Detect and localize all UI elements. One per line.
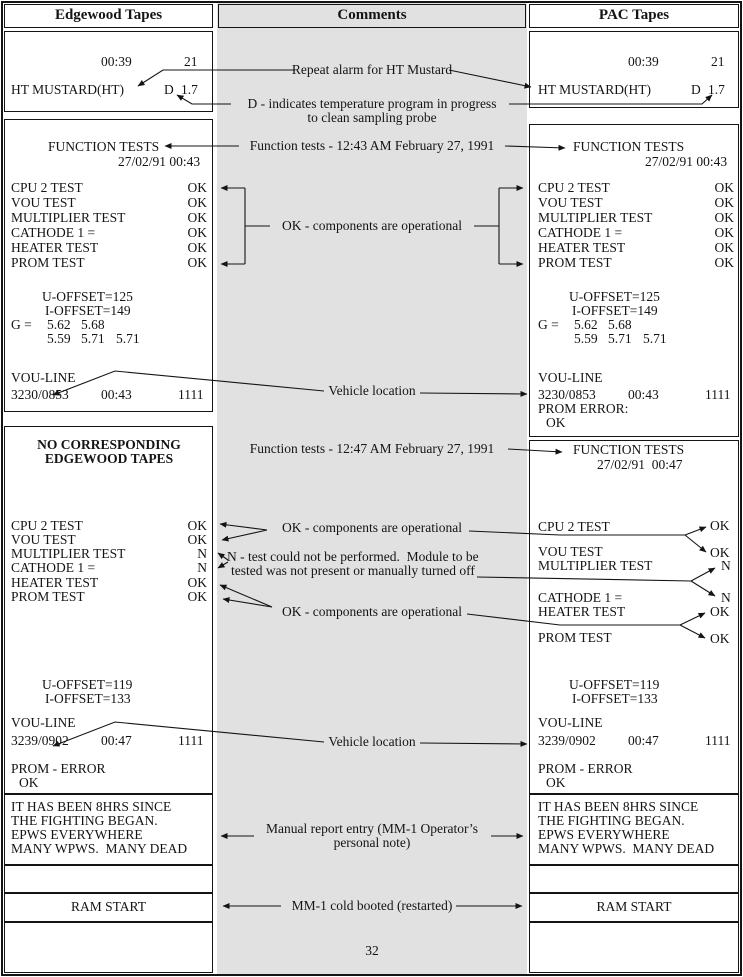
pac-ft2-vou-line: VOU-LINE bbox=[538, 715, 603, 730]
edgewood-no-tapes-line-id: 3239/0902 bbox=[11, 733, 69, 748]
edgewood-alarm-code: 21 bbox=[184, 54, 198, 69]
comment-n-note-line1: N - test could not be performed. Module to be bbox=[227, 549, 479, 564]
test-value: OK bbox=[714, 209, 734, 225]
g-value: 5.68 bbox=[608, 317, 632, 332]
edgewood-no-tapes-prom: PROM - ERROR bbox=[11, 761, 106, 776]
edgewood-no-tapes-time: 00:47 bbox=[101, 733, 132, 748]
pac-ft1-datetime: 27/02/91 00:43 bbox=[645, 154, 728, 169]
edgewood-no-tapes-test-list bbox=[11, 519, 207, 604]
edgewood-ft1-test-list bbox=[11, 181, 207, 270]
pac-ft2-i-offset: I-OFFSET=133 bbox=[572, 691, 658, 706]
test-value: OK bbox=[187, 180, 207, 195]
g-value: 5.59 bbox=[47, 331, 71, 346]
test-value: OK bbox=[710, 631, 730, 646]
test-row bbox=[538, 196, 734, 211]
edgewood-report-line: EPWS EVERYWHERE bbox=[11, 827, 143, 842]
g-value: 5.68 bbox=[81, 317, 105, 332]
test-row bbox=[11, 241, 207, 256]
edgewood-no-tapes-i-offset: I-OFFSET=133 bbox=[45, 691, 131, 706]
pac-ft2-title: FUNCTION TESTS bbox=[573, 442, 685, 457]
pac-ft2-line-id: 3239/0902 bbox=[538, 733, 596, 748]
test-row bbox=[11, 519, 207, 533]
pac-ft1-title: FUNCTION TESTS bbox=[573, 139, 685, 154]
pac-panel-empty-1 bbox=[529, 865, 739, 893]
g-value: 5.71 bbox=[116, 331, 140, 346]
pac-ft2-datetime: 27/02/91 00:47 bbox=[597, 457, 683, 472]
test-value: OK bbox=[710, 518, 730, 533]
test-row bbox=[11, 576, 207, 590]
edgewood-no-tapes-title-1: NO CORRESPONDING bbox=[37, 437, 181, 452]
g-value: 5.71 bbox=[643, 331, 667, 346]
edgewood-alarm-agent: HT MUSTARD(HT) bbox=[11, 82, 125, 97]
test-label: CPU 2 TEST bbox=[538, 180, 610, 195]
edgewood-alarm-value: 1.7 bbox=[181, 82, 198, 97]
edgewood-no-tapes-code: 1111 bbox=[178, 733, 204, 748]
edgewood-ft1-time: 00:43 bbox=[101, 387, 132, 402]
test-row bbox=[538, 181, 734, 196]
pac-ram-start: RAM START bbox=[596, 899, 672, 914]
test-value: N bbox=[197, 546, 207, 562]
test-value: OK bbox=[187, 588, 207, 604]
test-value: OK bbox=[710, 545, 730, 560]
comment-d-note-line1: D - indicates temperature program in progress bbox=[247, 96, 497, 111]
edgewood-ft1-vou-line: VOU-LINE bbox=[11, 370, 76, 385]
pac-report-line: EPWS EVERYWHERE bbox=[538, 827, 670, 842]
test-label: HEATER TEST bbox=[11, 239, 99, 255]
comment-manual-note-line2: personal note) bbox=[333, 835, 411, 850]
test-label: VOU TEST bbox=[538, 544, 603, 559]
pac-ft1-i-offset: I-OFFSET=149 bbox=[572, 303, 658, 318]
pac-ft1-prom-error: PROM ERROR: bbox=[538, 401, 629, 416]
edgewood-alarm-time: 00:39 bbox=[101, 54, 132, 69]
comment-manual-note-line1: Manual report entry (MM-1 Operator’s bbox=[266, 821, 478, 836]
edgewood-report-line: THE FIGHTING BEGAN. bbox=[11, 813, 158, 828]
edgewood-ft1-u-offset: U-OFFSET=125 bbox=[42, 289, 133, 304]
pac-report-line: MANY WPWS. MANY DEAD bbox=[538, 841, 715, 856]
test-value: OK bbox=[714, 194, 734, 210]
edgewood-no-tapes-prom-status: OK bbox=[19, 775, 39, 790]
test-value: OK bbox=[710, 604, 730, 619]
test-label: MULTIPLIER TEST bbox=[538, 558, 653, 573]
test-label: MULTIPLIER TEST bbox=[11, 546, 126, 562]
test-value: N bbox=[721, 590, 731, 605]
pac-ft2-prom-status: OK bbox=[546, 775, 566, 790]
test-row bbox=[11, 533, 207, 547]
test-label: CATHODE 1 = bbox=[11, 560, 96, 576]
g-value: 5.62 bbox=[47, 317, 71, 332]
edgewood-ft1-datetime: 27/02/91 00:43 bbox=[118, 154, 201, 169]
pac-ft1-vou-line: VOU-LINE bbox=[538, 370, 603, 385]
test-row bbox=[11, 226, 207, 241]
comment-vehicle-location-2: Vehicle location bbox=[328, 734, 416, 749]
test-label: PROM TEST bbox=[538, 630, 612, 645]
edgewood-alarm-flag: D bbox=[164, 82, 174, 97]
test-row bbox=[538, 226, 734, 241]
test-value: OK bbox=[187, 209, 207, 225]
pac-alarm-flag: D bbox=[691, 82, 701, 97]
comment-ok-note-3: OK - components are operational bbox=[282, 604, 462, 619]
test-label: HEATER TEST bbox=[11, 574, 99, 590]
test-value: OK bbox=[187, 194, 207, 210]
comment-n-note-line2: tested was not present or manually turned off bbox=[231, 563, 475, 578]
comment-repeat-alarm: Repeat alarm for HT Mustard bbox=[291, 62, 453, 77]
edgewood-column-header: Edgewood Tapes bbox=[4, 4, 213, 28]
edgewood-ft1-code: 1111 bbox=[178, 387, 204, 402]
pac-ft2-u-offset: U-OFFSET=119 bbox=[569, 677, 660, 692]
edgewood-panel-empty-1 bbox=[4, 865, 213, 893]
pac-alarm-code: 21 bbox=[711, 54, 725, 69]
edgewood-report-line: IT HAS BEEN 8HRS SINCE bbox=[11, 799, 172, 814]
pac-alarm-agent: HT MUSTARD(HT) bbox=[538, 82, 652, 97]
g-value: 5.62 bbox=[574, 317, 598, 332]
test-row bbox=[11, 561, 207, 575]
g-value: 5.71 bbox=[608, 331, 632, 346]
pac-ft1-line-id: 3230/0853 bbox=[538, 387, 596, 402]
edgewood-report-line: MANY WPWS. MANY DEAD bbox=[11, 841, 188, 856]
edgewood-ft1-line-id: 3230/0853 bbox=[11, 387, 69, 402]
comment-ram-note: MM-1 cold booted (restarted) bbox=[291, 898, 453, 913]
test-row bbox=[11, 211, 207, 226]
comment-function-tests-1247: Function tests - 12:47 AM February 27, 1991 bbox=[249, 441, 495, 456]
test-label: CATHODE 1 = bbox=[538, 224, 623, 240]
g-value: 5.59 bbox=[574, 331, 598, 346]
test-row bbox=[11, 590, 207, 604]
test-value: OK bbox=[714, 224, 734, 240]
test-label: CPU 2 TEST bbox=[11, 180, 83, 195]
edgewood-no-tapes-u-offset: U-OFFSET=119 bbox=[42, 677, 133, 692]
test-value: OK bbox=[187, 224, 207, 240]
test-label: MULTIPLIER TEST bbox=[11, 209, 126, 225]
edgewood-ram-start: RAM START bbox=[71, 899, 146, 914]
pac-ft1-prom-status: OK bbox=[546, 415, 566, 430]
test-label: CATHODE 1 = bbox=[11, 224, 96, 240]
test-label: HEATER TEST bbox=[538, 604, 626, 619]
comment-ok-note-2: OK - components are operational bbox=[282, 520, 462, 535]
test-row bbox=[11, 196, 207, 211]
test-value: N bbox=[721, 558, 731, 573]
pac-report-line: IT HAS BEEN 8HRS SINCE bbox=[538, 799, 699, 814]
test-label: CATHODE 1 = bbox=[538, 590, 623, 605]
test-row bbox=[11, 181, 207, 196]
page-number: 32 bbox=[365, 943, 379, 958]
test-value: OK bbox=[187, 239, 207, 255]
test-value: OK bbox=[187, 518, 207, 533]
pac-ft1-time: 00:43 bbox=[628, 387, 659, 402]
test-label: HEATER TEST bbox=[538, 239, 626, 255]
edgewood-panel-empty-2 bbox=[4, 922, 213, 973]
comment-function-tests-1243: Function tests - 12:43 AM February 27, 1991 bbox=[249, 138, 495, 153]
comment-vehicle-location-1: Vehicle location bbox=[328, 383, 416, 398]
test-label: PROM TEST bbox=[538, 254, 612, 270]
test-label: VOU TEST bbox=[538, 194, 603, 210]
test-value: OK bbox=[714, 180, 734, 195]
g-value: 5.71 bbox=[81, 331, 105, 346]
edgewood-panel-alarm bbox=[4, 31, 213, 112]
pac-report-line: THE FIGHTING BEGAN. bbox=[538, 813, 685, 828]
test-value: OK bbox=[187, 254, 207, 270]
test-value: OK bbox=[714, 239, 734, 255]
pac-ft2-time: 00:47 bbox=[628, 733, 659, 748]
pac-panel-empty-2 bbox=[529, 922, 739, 973]
comment-d-note-line2: to clean sampling probe bbox=[307, 110, 437, 125]
pac-ft2-code: 1111 bbox=[705, 733, 731, 748]
pac-column-header: PAC Tapes bbox=[529, 4, 739, 28]
edgewood-ft1-i-offset: I-OFFSET=149 bbox=[45, 303, 131, 318]
test-value: OK bbox=[187, 574, 207, 590]
pac-ft2-prom: PROM - ERROR bbox=[538, 761, 633, 776]
pac-alarm-time: 00:39 bbox=[628, 54, 659, 69]
test-label: PROM TEST bbox=[11, 254, 85, 270]
test-row bbox=[11, 547, 207, 561]
comments-column-header: Comments bbox=[218, 4, 526, 28]
test-row bbox=[538, 211, 734, 226]
test-label: VOU TEST bbox=[11, 532, 76, 548]
comment-ok-note-1: OK - components are operational bbox=[282, 218, 462, 233]
test-value: N bbox=[197, 560, 207, 576]
test-label: CPU 2 TEST bbox=[538, 519, 610, 534]
test-label: VOU TEST bbox=[11, 194, 76, 210]
test-row bbox=[11, 256, 207, 271]
pac-ft1-code: 1111 bbox=[705, 387, 731, 402]
test-value: OK bbox=[187, 532, 207, 548]
pac-alarm-value: 1.7 bbox=[708, 82, 725, 97]
edgewood-ft1-g-label: G = bbox=[11, 317, 32, 332]
test-label: MULTIPLIER TEST bbox=[538, 209, 653, 225]
pac-ft1-test-list bbox=[538, 181, 734, 270]
test-label: CPU 2 TEST bbox=[11, 518, 83, 533]
test-row bbox=[538, 241, 734, 256]
edgewood-no-tapes-vou-line: VOU-LINE bbox=[11, 715, 76, 730]
pac-ft1-g-label: G = bbox=[538, 317, 559, 332]
edgewood-ft1-title: FUNCTION TESTS bbox=[48, 139, 160, 154]
pac-ft1-u-offset: U-OFFSET=125 bbox=[569, 289, 660, 304]
test-row bbox=[538, 256, 734, 271]
test-label: PROM TEST bbox=[11, 588, 85, 604]
edgewood-no-tapes-title-2: EDGEWOOD TAPES bbox=[44, 451, 174, 466]
test-value: OK bbox=[714, 254, 734, 270]
